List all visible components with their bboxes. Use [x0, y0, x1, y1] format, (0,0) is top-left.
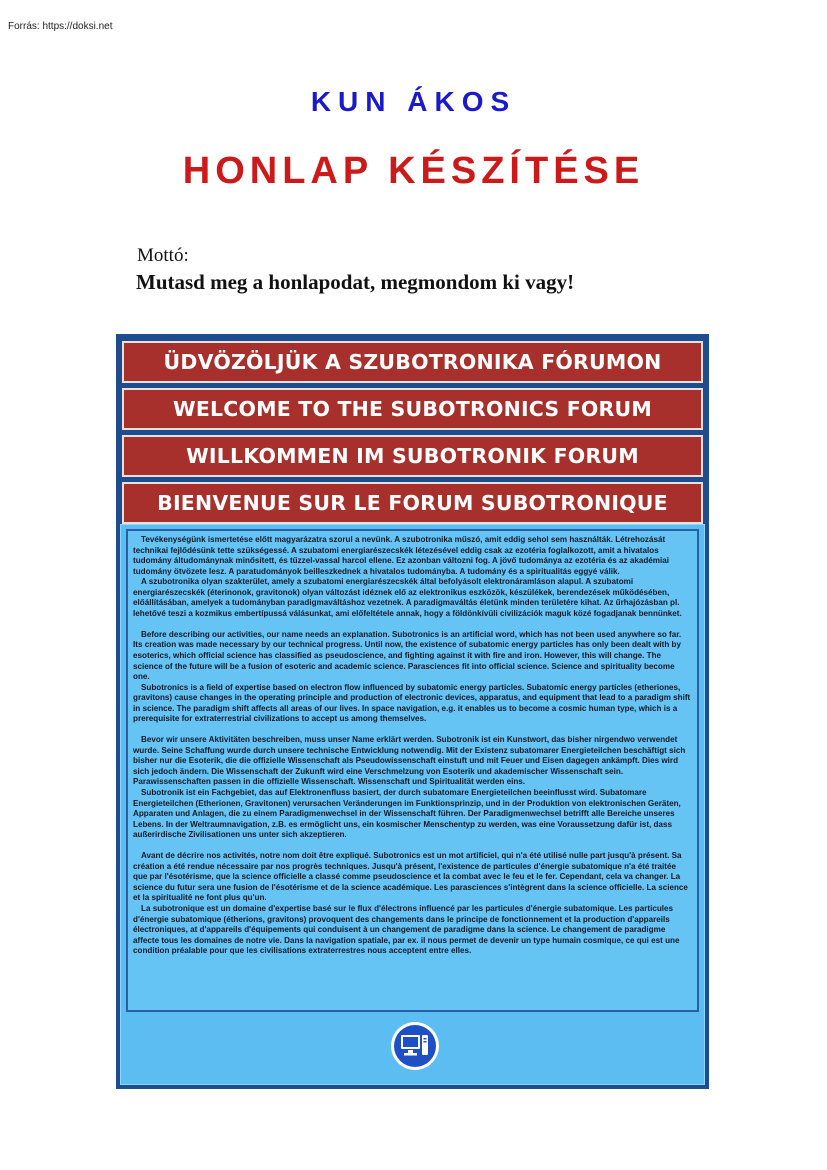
source-note: Forrás: https://doksi.net	[8, 21, 113, 32]
forum-body	[120, 524, 705, 1085]
motto-label: Mottó:	[137, 245, 189, 266]
banner-french[interactable]: BIENVENUE SUR LE FORUM SUBOTRONIQUE	[122, 482, 703, 524]
document-title: HONLAP KÉSZÍTÉSE	[182, 150, 645, 192]
paragraph-fr-2: La subotronique est un domaine d'expertise basé sur le flux d'électrons influencé par les particules d'énergie subatomique. Les particules d'énergie subatomique (étherions, gravitons) provoquent des changements dans le principe de fonctionnement et la production d'appareils électroniques, at d'appareils d'équipements qui conduisent à un changement de paradigme dans la science. Le changement de paradigme affecte tous les domaines de notre vie. Dans la navigation spatiale, par ex. il nous permet de devenir un type humain cosmique, ce qui est une condition préalable pour que les civilisations extraterrestres nous acceptent entre elles.	[133, 904, 680, 956]
banner-english[interactable]: WELCOME TO THE SUBOTRONICS FORUM	[122, 388, 703, 430]
computer-button[interactable]	[391, 1022, 439, 1070]
motto-text: Mutasd meg a honlapodat, megmondom ki vagy!	[136, 270, 575, 294]
banner-german[interactable]: WILLKOMMEN IM SUBOTRONIK FORUM	[122, 435, 703, 477]
paragraph-hu-2: A szubotronika olyan szakterület, amely a szubatomi energiarészecskék által befolyásolt elektronáramláson alapul. A szubatomi energiarészecskék (éterinonok, gravitonok) olyan változást idéznek elő az elektronikus eszközök, készülékek, berendezések működésében, előállításában, amelyek a tudományban paradigmaváltáshoz vezetnek. A paradigmaváltás életünk minden területére kihat. Az űrhajózásban pl. lehetővé teszi a kozmikus embertípussá válásunkat, ami előfeltétele annak, hogy a földönkívüli civilizációk maguk közé fogadjanak bennünket.	[133, 577, 682, 618]
forum-screenshot	[116, 334, 709, 1089]
paragraph-hu-1: Tevékenységünk ismertetése előtt magyarázatra szorul a nevünk. A szubotronika műszó, amit eddig sehol sem használták. Létrehozását technikai fejlődésünk tette szükségessé. A szubatomi energiarészecskék létezésével eddig csak az ezotéria foglalkozott, amit a hivatalos tudomány áltudománynak minősített, és tűzzel-vassal harcol ellene. Ez azonban változni fog. A jövő tudománya az ezotéria és az akadémiai tudomány ötvözete lesz. A paratudományok beilleszkednek a hivatalos tudományba. A tudomány és a spiritualitás eggyé válik.	[133, 535, 669, 576]
banner-hungarian[interactable]: ÜDVÖZÖLJÜK A SZUBOTRONIKA FÓRUMON	[122, 341, 703, 383]
computer-icon	[400, 1033, 430, 1059]
intro-text-box	[126, 529, 699, 1012]
author-name: KUN ÁKOS	[310, 86, 517, 117]
paragraph-de-1: Bevor wir unsere Aktivitäten beschreiben, muss unser Name erklärt werden. Subotronik ist ein Kunstwort, das bisher nirgendwo verwendet wurde. Seine Schaffung wurde durch unsere technische Entwicklung notwendig. Mit der Existenz subatomarer Energieteilchen beschäftigt sich bisher nur die Esoterik, die die offizielle Wissenschaft als Pseudowissenschaft einstuft und mit Feuer und Eisen dagegen ankämpft. Dies wird sich jedoch ändern. Die Wissenschaft der Zukunft wird eine Verschmelzung von Esoterik und akademischer Wissenschaft sein. Parawissenschaften passen in die offizielle Wissenschaft. Wissenschaft und Spiritualität werden eins.	[133, 735, 686, 787]
paragraph-en-1: Before describing our activities, our name needs an explanation. Subotronics is an artificial word, which has not been used anywhere so far. Its creation was made necessary by our technical progress. Until now, the existence of subatomic energy particles has only been dealt with by esoterics, which official science has classified as pseudoscience, and fighting against it with fire and iron. However, this will change. The science of the future will be a fusion of esoteric and academic science. Parasciences fit into official science. Science and spirituality become one.	[133, 629, 682, 682]
paragraph-en-2: Subotronics is a field of expertise based on electron flow influenced by subatomic energy particles. Subatomic energy particles (etheriones, gravitons) cause changes in the operating principle and production of electronic devices, apparatus, and equipment that lead to a paradigm shift in science. The paradigm shift affects all areas of our lives. In space navigation, e.g. it enables us to become a cosmic human type, which is a prerequisite for extraterrestrial civilizations to accept us among themselves.	[133, 682, 691, 724]
paragraph-de-2: Subotronik ist ein Fachgebiet, das auf Elektronenfluss basiert, der durch subatomare Energieteilchen beeinflusst wird. Subatomare Energieteilchen (Etherionen, Gravitonen) verursachen Veränderungen im Funktionsprinzip, und in der Produktion von elektronischen Geräten, Apparaten und Anlagen, die zu einem Paradigmenwechsel in der Wissenschaft führen. Der Paradigmenwechsel betrifft alle Bereiche unseres Lebens. In der Weltraumnavigation, z.B. es ermöglicht uns, ein kosmischer Menschentyp zu werden, was eine Voraussetzung dafür ist, dass außerirdische Zivilisationen uns unter sich akzeptieren.	[133, 788, 681, 840]
computer-icon-disc	[394, 1025, 436, 1067]
paragraph-fr-1: Avant de décrire nos activités, notre nom doit être expliqué. Subotronics est un mot artificiel, qui n'a été utilisé nulle part jusqu'à présent. Sa création a été rendue nécessaire par nos progrès techniques. Jusqu'à présent, l'existence de particules d'énergie subatomique n'a été traitée que par l'ésotérisme, que la science officielle a classé comme pseudoscience et la combat avec le feu et le fer. Cependant, cela va changer. La science du futur sera une fusion de l'ésotérisme et de la science académique. Les parasciences s'intègrent dans la science officielle. La science et la spiritualité ne font plus qu'un.	[133, 851, 688, 903]
